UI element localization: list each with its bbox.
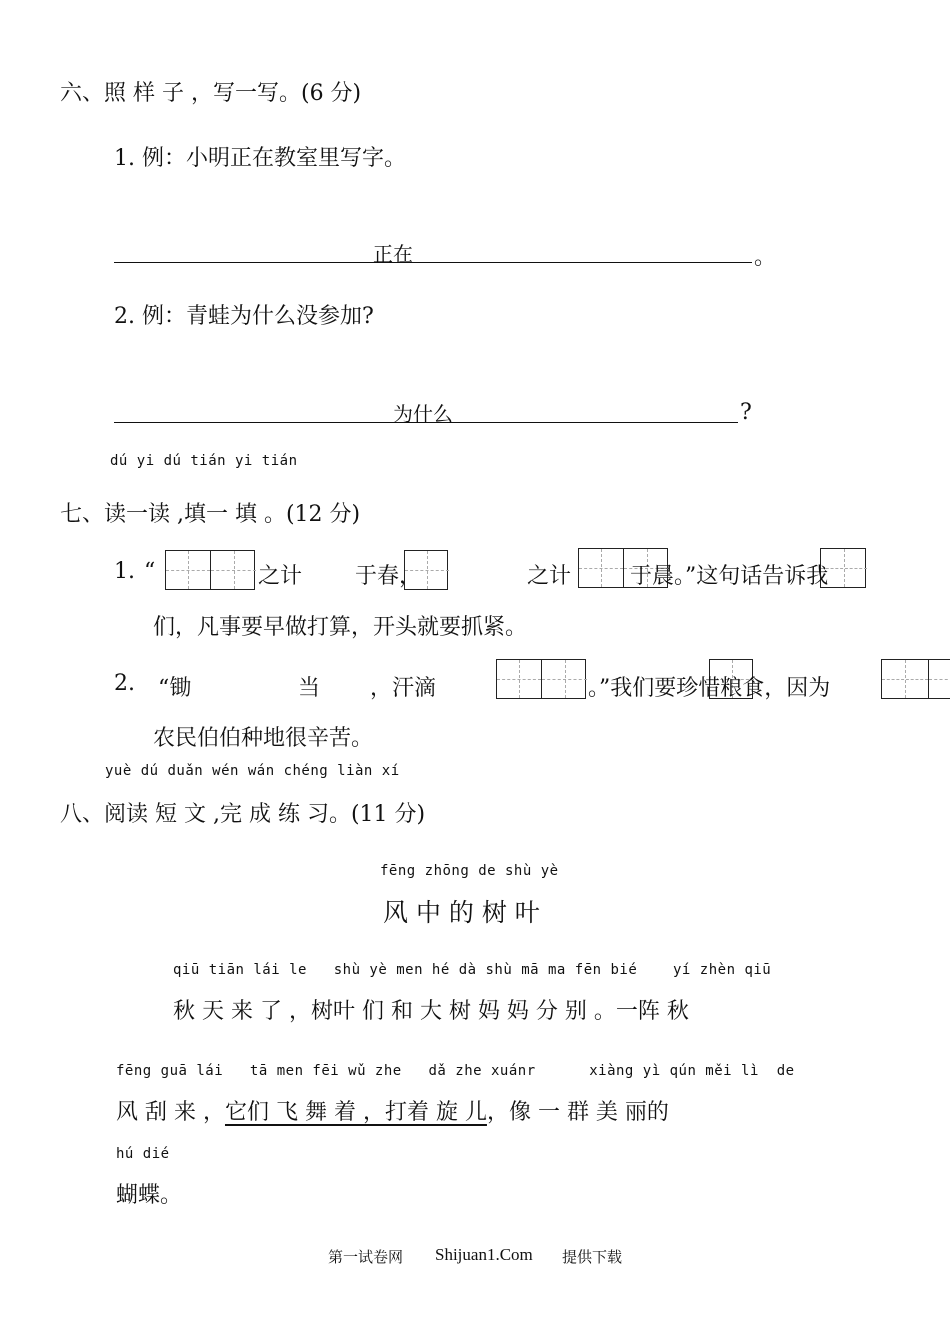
q7-2-open: “锄 bbox=[158, 676, 192, 701]
story-p2-text-a: 风 刮 来 ， bbox=[116, 1100, 225, 1125]
q6-1-answer-line[interactable] bbox=[114, 262, 752, 263]
q7-1-text-d: 于晨。”这句话告诉我 bbox=[630, 564, 829, 589]
footer-left: 第一试卷网 bbox=[328, 1248, 404, 1266]
story-p2-underlined: 它们 飞 舞 着 ，打着 旋 儿 bbox=[224, 1100, 487, 1125]
q7-2-text-a: 当 bbox=[298, 676, 321, 701]
q7-1-num: 1. bbox=[114, 559, 135, 584]
q7-2-box-c[interactable] bbox=[881, 659, 950, 699]
section8-title: 八、阅读 短 文 ,完 成 练 习。(11 分) bbox=[60, 802, 426, 827]
q7-1-text-c: 之计 bbox=[527, 564, 572, 589]
story-p2-pinyin: fēng guā lái tā men fēi wǔ zhe dǎ zhe xuánr xiàng yì qún měi lì de bbox=[116, 1063, 795, 1079]
q7-2-text-c: 。”我们要珍惜粮食，因为 bbox=[588, 676, 831, 701]
story-p2-text bbox=[116, 1095, 669, 1126]
q6-2-example: 2. 例：青蛙为什么没参加? bbox=[114, 304, 374, 329]
story-p2-text-b: ，像 一 群 美 丽的 bbox=[486, 1100, 669, 1125]
story-p1-pinyin: qiū tiān lái le shù yè men hé dà shù mā ma fēn bié yí zhèn qiū bbox=[173, 962, 772, 978]
q6-1-example: 1. 例：小明正在教室里写字。 bbox=[114, 146, 406, 171]
q6-2-keyword: 为什么 bbox=[393, 402, 453, 426]
q7-1-text-b: 于春， bbox=[355, 564, 422, 589]
q7-2-num: 2. bbox=[114, 671, 135, 696]
q7-2-box-a[interactable] bbox=[496, 659, 586, 699]
story-title: 风 中 的 树 叶 bbox=[383, 898, 540, 927]
q6-2-end: ? bbox=[740, 400, 752, 425]
section7-pinyin: dú yi dú tián yi tián bbox=[110, 453, 298, 469]
q7-2-text-b: ，汗滴 bbox=[370, 676, 437, 701]
story-title-pinyin: fēng zhōng de shù yè bbox=[380, 863, 559, 879]
q7-1-box-a[interactable] bbox=[165, 550, 255, 590]
q7-1-text-a: 之计 bbox=[258, 564, 303, 589]
section8-pinyin: yuè dú duǎn wén wán chéng liàn xí bbox=[105, 763, 400, 779]
q6-1-keyword: 正在 bbox=[373, 242, 413, 266]
section6-title: 六、照 样 子 ，写一写。(6 分) bbox=[60, 81, 362, 106]
footer-site: Shijuan1.Com bbox=[435, 1245, 533, 1264]
q7-1-open-quote: “ bbox=[144, 559, 156, 584]
footer-right: 提供下载 bbox=[562, 1248, 623, 1266]
q6-1-end: 。 bbox=[754, 245, 777, 270]
story-p1-text: 秋 天 来 了 ，树叶 们 和 大 树 妈 妈 分 别 。一阵 秋 bbox=[173, 999, 689, 1024]
q7-2-line2: 农民伯伯种地很辛苦。 bbox=[153, 726, 374, 751]
section7-title: 七、读一读 ,填一 填 。(12 分) bbox=[60, 502, 361, 527]
story-p3-pinyin: hú dié bbox=[116, 1146, 170, 1162]
q7-1-line2: 们，凡事要早做打算，开头就要抓紧。 bbox=[153, 615, 528, 640]
story-p3-text: 蝴蝶。 bbox=[116, 1183, 183, 1208]
